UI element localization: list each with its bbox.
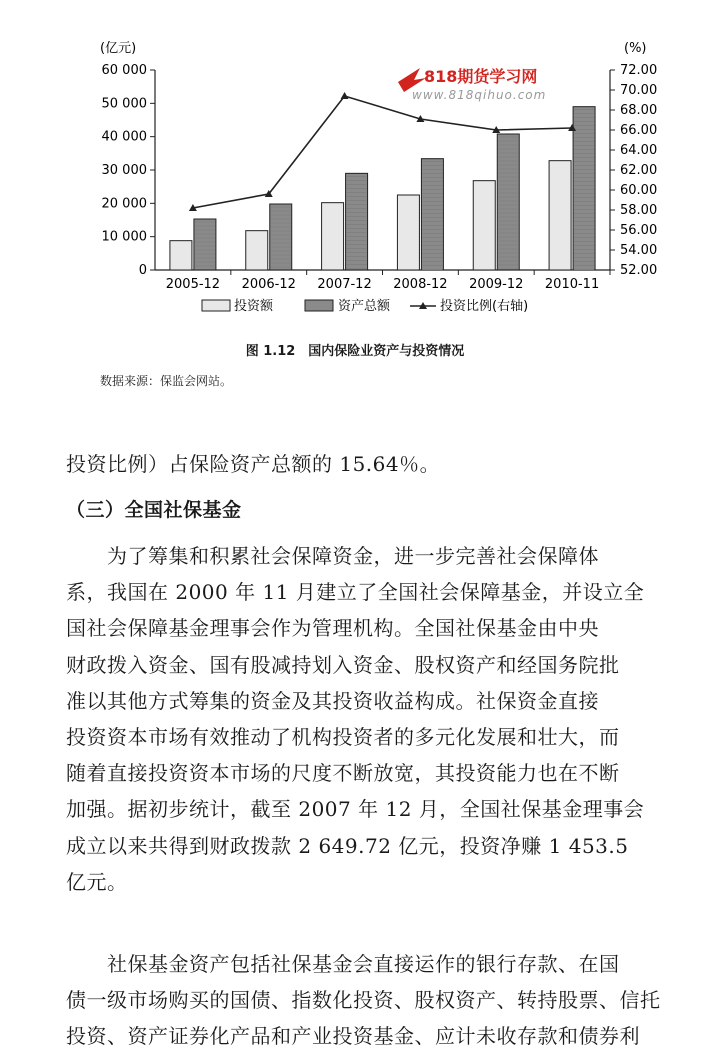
left-tick-label: 0 [138,263,147,278]
bar-assets [270,204,292,270]
paragraph-line: 国社会保障基金理事会作为管理机构。全国社保基金由中央 [66,616,599,641]
ratio-point [341,92,349,99]
paragraph-line: 投资、资产证券化产品和产业投资基金、应计未收存款和债券利 [66,1024,640,1049]
paragraph-line: 社保基金资产包括社保基金会直接运作的银行存款、在国 [66,952,620,976]
figure-source: 数据来源：保监会网站。 [100,374,233,388]
paragraph-line: 成立以来共得到财政拨款 2 649.72 亿元，投资净赚 1 453.5 [66,833,629,858]
paragraph-line: 财政拨入资金、国有股减持划入资金、股权资产和经国务院批 [66,652,620,677]
watermark-url: www.818qihuo.com [412,88,547,102]
bar-investment [397,195,419,270]
right-tick-label: 68.00 [620,103,658,118]
left-tick-label: 20 000 [101,196,147,212]
left-tick-label: 50 000 [101,96,147,112]
bar-assets [421,159,443,270]
x-tick-label: 2007-12 [317,277,372,292]
bar-investment [322,203,344,270]
right-tick-label: 62.00 [620,163,658,178]
left-tick-label: 30 000 [101,163,147,178]
bar-investment [246,231,268,270]
paragraph-line: 系，我国在 2000 年 11 月建立了全国社会保障基金，并设立全 [66,580,645,605]
right-tick-label: 64.00 [620,143,658,158]
paragraph-line: 债一级市场购买的国债、指数化投资、股权资产、转持股票、信托 [66,988,661,1013]
paragraph-line: 随着直接投资资本市场的尺度不断放宽，其投资能力也在不断 [66,761,620,786]
section-heading: （三）全国社保基金 [66,499,242,521]
right-tick-label: 70.00 [620,83,658,98]
x-tick-label: 2006-12 [241,277,296,292]
left-tick-label: 10 000 [101,229,147,245]
right-tick-label: 52.00 [620,263,658,278]
bar-assets [497,134,519,270]
legend-label-investment: 投资额 [234,299,274,314]
legend [202,298,528,314]
body-intro-line: 投资比例）占保险资产总额的 15.64％。 [66,452,441,476]
bar-investment [473,181,495,270]
left-tick-label: 40 000 [101,129,147,145]
x-tick-label: 2005-12 [165,277,221,292]
bar-assets [346,173,368,270]
legend-label-ratio: 投资比例(右轴) [440,299,529,314]
x-tick-label: 2008-12 [393,277,448,292]
legend-label-assets: 资产总额 [338,299,391,314]
paragraph-line: 为了筹集和积累社会保障资金，进一步完善社会保障体 [66,544,599,568]
right-tick-label: 56.00 [620,223,658,238]
bar-investment [549,161,571,270]
paragraph-line: 加强。据初步统计，截至 2007 年 12 月，全国社保基金理事会 [66,797,645,822]
right-tick-label: 66.00 [620,123,658,138]
figure-caption: 图 1.12 国内保险业资产与投资情况 [245,344,465,359]
x-tick-label: 2010-11 [544,277,600,292]
legend-swatch-investment [202,300,230,311]
paragraph-line: 准以其他方式筹集的资金及其投资收益构成。社保资金直接 [66,688,599,713]
left-tick-label: 60 000 [101,63,147,78]
right-tick-label: 54.00 [620,243,658,258]
x-tick-label: 2009-12 [469,277,524,292]
watermark [398,67,546,102]
chart [0,0,710,330]
right-axis-unit: (%) [624,41,647,56]
left-axis-unit: (亿元) [100,41,137,56]
legend-swatch-assets [305,300,333,311]
right-tick-label: 58.00 [620,203,658,218]
right-tick-label: 72.00 [620,63,658,78]
bar-assets [194,219,216,270]
paragraph-line: 投资资本市场有效推动了机构投资者的多元化发展和壮大，而 [66,725,620,749]
watermark-logo: 818期货学习网 [424,67,538,86]
bar-investment [170,241,192,270]
paragraph-line: 亿元。 [66,869,128,894]
right-tick-label: 60.00 [620,183,658,198]
